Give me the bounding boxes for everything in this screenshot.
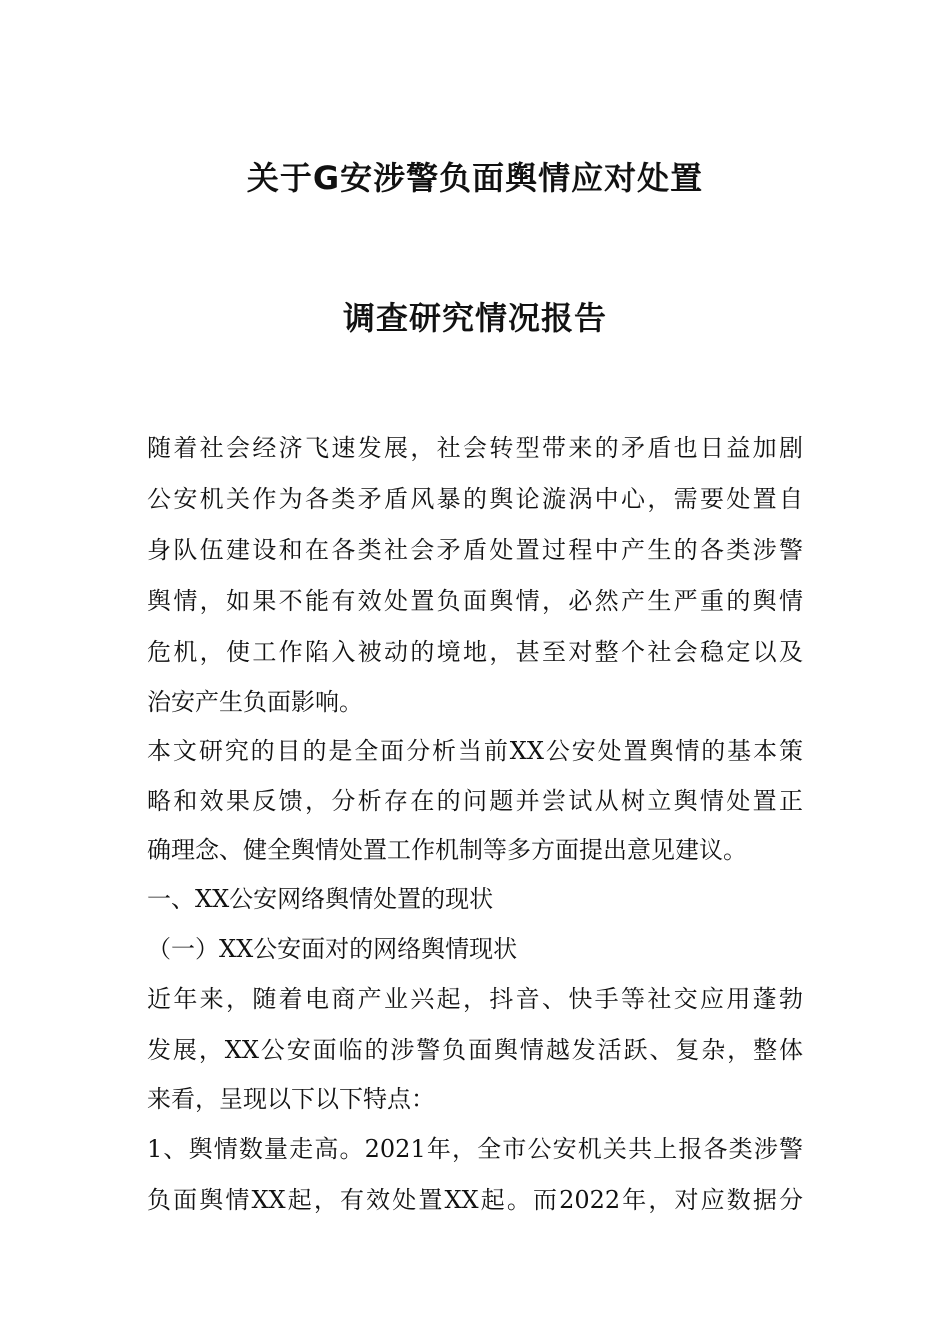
body-line: 治安产生负面影响。 (147, 688, 363, 716)
body-line: 危机，使工作陷入被动的境地，甚至对整个社会稳定以及 (147, 638, 803, 666)
body-line: 公安机关作为各类矛盾风暴的舆论漩涡中心，需要处置自 (147, 485, 803, 513)
body-line: 发展，XX公安面临的涉警负面舆情越发活跃、复杂，整体 (147, 1036, 803, 1064)
body-line: 近年来，随着电商产业兴起，抖音、快手等社交应用蓬勃 (147, 985, 803, 1013)
body-line: 来看，呈现以下以下特点： (147, 1085, 435, 1113)
body-line: 本文研究的目的是全面分析当前XX公安处置舆情的基本策 (147, 737, 803, 765)
body-line: 身队伍建设和在各类社会矛盾处置过程中产生的各类涉警 (147, 536, 803, 564)
section-heading: 一、XX公安网络舆情处置的现状 (147, 885, 494, 913)
document-title-line-2: 调查研究情况报告 (342, 299, 607, 337)
body-line: 略和效果反馈，分析存在的问题并尝试从树立舆情处置正 (147, 787, 803, 815)
subsection-heading: （一）XX公安面对的网络舆情现状 (147, 935, 518, 963)
body-line: 负面舆情XX起，有效处置XX起。而2022年，对应数据分 (147, 1186, 803, 1214)
body-line: 随着社会经济飞速发展，社会转型带来的矛盾也日益加剧 (147, 434, 803, 462)
body-line: 舆情，如果不能有效处置负面舆情，必然产生严重的舆情 (147, 587, 803, 615)
document-title-line-1: 关于G安涉警负面舆情应对处置 (246, 159, 704, 197)
body-line: 确理念、健全舆情处置工作机制等多方面提出意见建议。 (147, 836, 747, 864)
body-line: 1、舆情数量走高。2021年，全市公安机关共上报各类涉警 (147, 1135, 803, 1163)
